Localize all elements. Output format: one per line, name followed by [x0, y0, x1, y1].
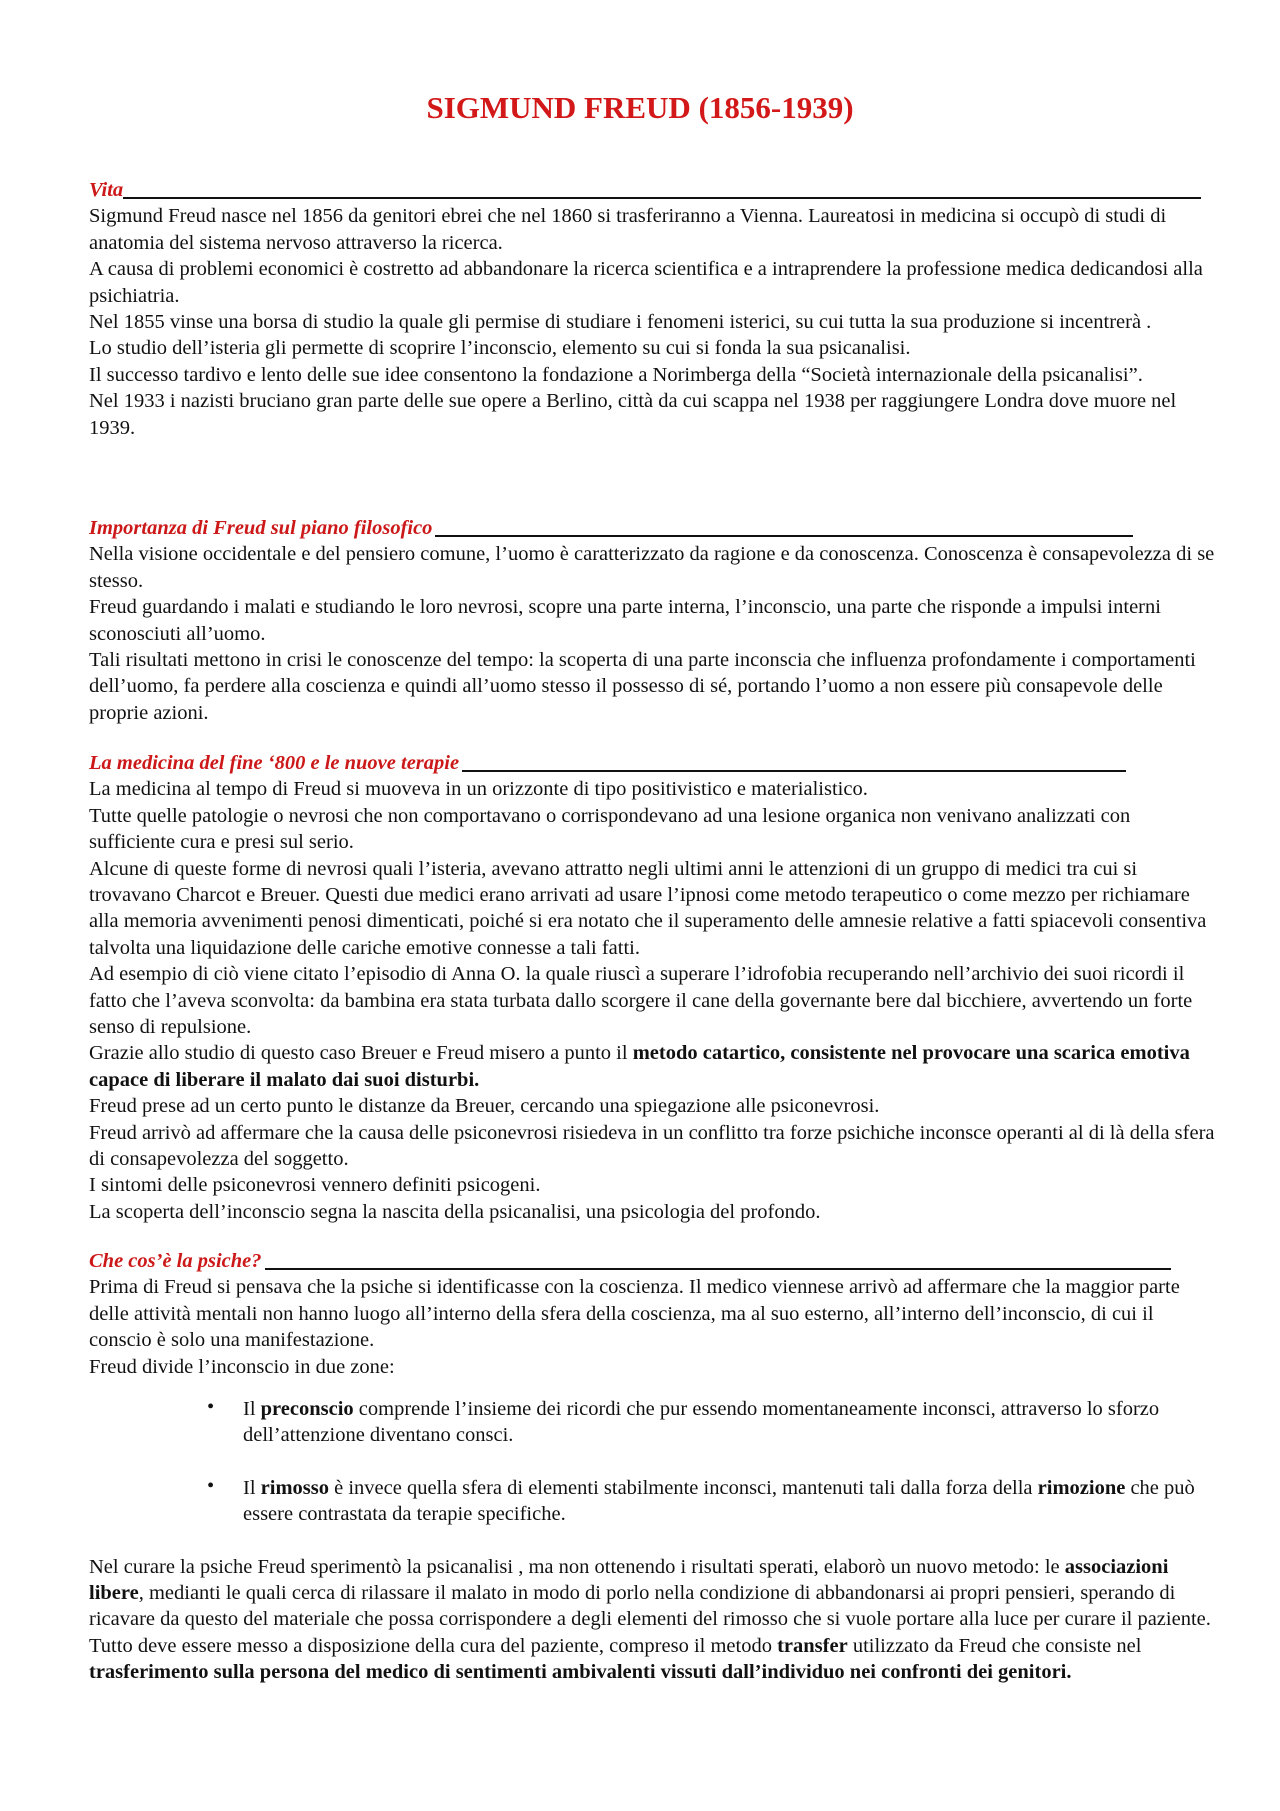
text-run: Il — [243, 1476, 261, 1499]
heading-text: Importanza di Freud sul piano filosofico — [89, 517, 433, 539]
paragraph: Tali risultati mettono in crisi le conoscenze del tempo: la scoperta di una parte inconscia che influenza profondamente i comportamenti dell’uomo, fa perdere alla coscienza e quindi all’uomo stesso il possesso di sé, portando l’uomo a non essere più consapevole delle proprie azioni. — [89, 649, 1196, 724]
heading-text: Vita — [89, 179, 124, 201]
heading-text: Che cos’è la psiche? — [89, 1250, 262, 1272]
heading-rule — [435, 535, 1133, 537]
paragraph: Freud arrivò ad affermare che la causa delle psiconevrosi risiedeva in un conflitto tra forze psichiche inconsce operanti al di là della sfera di consapevolezza del soggetto. — [89, 1121, 1215, 1171]
section-heading — [89, 1248, 1219, 1274]
section-heading — [89, 515, 1219, 541]
paragraph: Il successo tardivo e lento delle sue idee consentono la fondazione a Norimberga della “Società internazionale della psicanalisi”. — [89, 363, 1143, 386]
paragraph: I sintomi delle psiconevrosi vennero definiti psicogeni. — [89, 1174, 541, 1197]
text-run: è invece quella sfera di elementi stabilmente inconsci, mantenuti tali dalla forza della — [328, 1476, 1038, 1499]
bold-text: preconscio — [260, 1398, 354, 1421]
text-run: , medianti le quali cerca di rilassare il malato in modo di porlo nella condizione di abbandonarsi ai propri pensieri, sperando di ricavare da questo del materiale che possa corrispondere a degli elementi del rimosso che si vuole portare alla luce per curare il paziente. — [89, 1582, 1211, 1631]
paragraph-catartico — [89, 1040, 1219, 1093]
bold-text: associazioni libere — [89, 1555, 1169, 1605]
paragraph: Prima di Freud si pensava che la psiche si identificasse con la coscienza. Il medico viennese arrivò ad affermare che la maggior parte delle attività mentali non hanno luogo all’interno della sfera della coscienza, ma al suo esterno, all’interno dell’inconscio, di cui il conscio è solo una manifestazione. — [89, 1276, 1180, 1352]
paragraph: Sigmund Freud nasce nel 1856 da genitori ebrei che nel 1860 si trasferiranno a Vienna. Laureatosi in medicina si occupò di studi di anatomia del sistema nervoso attraverso la ricerca. — [89, 205, 1167, 254]
paragraph: La medicina al tempo di Freud si muoveva in un orizzonte di tipo positivistico e materialistico. — [89, 778, 868, 801]
text-run: Grazie allo studio di questo caso Breuer e Freud misero a punto il — [89, 1042, 633, 1065]
heading-rule — [462, 770, 1126, 772]
paragraph: Freud prese ad un certo punto le distanze da Breuer, cercando una spiegazione alle psiconevrosi. — [89, 1095, 880, 1118]
text-run: comprende l’insieme dei ricordi che pur essendo momentaneamente inconsci, attraverso lo sforzo dell’attenzione diventano consci. — [243, 1398, 1160, 1447]
paragraph: Nel 1855 vinse una borsa di studio la quale gli permise di studiare i fenomeni isterici, su cui tutta la sua produzione si incentrerà . — [89, 311, 1152, 334]
paragraph: Freud divide l’inconscio in due zone: — [89, 1355, 395, 1378]
text-run: Nel curare la psiche Freud sperimentò la psicanalisi , ma non ottenendo i risultati sperati, elaborò un nuovo metodo: le — [89, 1555, 1065, 1578]
bold-text: metodo catartico, consistente nel provocare una scarica emotiva capace di liberare il malato dai suoi disturbi. — [89, 1042, 1190, 1091]
list-item — [89, 1475, 1219, 1528]
bold-text: rimozione — [1037, 1476, 1126, 1499]
bold-text: rimosso — [260, 1476, 329, 1499]
section-vita — [89, 177, 1219, 441]
bullet-list — [89, 1396, 1219, 1528]
paragraph: La scoperta dell’inconscio segna la nascita della psicanalisi, una psicologia del profondo. — [89, 1200, 821, 1223]
heading-text: La medicina del fine ‘800 e le nuove terapie — [89, 752, 460, 774]
section-medicina — [89, 750, 1219, 1225]
section-heading — [89, 750, 1219, 776]
paragraph: Tutte quelle patologie o nevrosi che non comportavano o corrispondevano ad una lesione organica non venivano analizzati con sufficiente cura e presi sul serio. — [89, 804, 1131, 854]
paragraph-transfer — [89, 1633, 1219, 1686]
text-run: che può essere contrastata da terapie specifiche. — [243, 1476, 1195, 1526]
list-item — [89, 1396, 1219, 1449]
paragraph-associazioni — [89, 1554, 1219, 1633]
bullet-icon: • — [207, 1474, 215, 1497]
heading-rule — [265, 1268, 1171, 1270]
page-title: SIGMUND FREUD (1856-1939) — [426, 90, 854, 125]
heading-rule — [123, 197, 1201, 199]
paragraph: Lo studio dell’isteria gli permette di scoprire l’inconscio, elemento su cui si fonda la sua psicanalisi. — [89, 337, 911, 360]
paragraph: Freud guardando i malati e studiando le loro nevrosi, scopre una parte interna, l’inconscio, una parte che risponde a impulsi interni sconosciuti all’uomo. — [89, 596, 1161, 645]
paragraph: Nella visione occidentale e del pensiero comune, l’uomo è caratterizzato da ragione e da conoscenza. Conoscenza è consapevolezza di se stesso. — [89, 543, 1215, 592]
section-heading — [89, 177, 1219, 203]
paragraph: A causa di problemi economici è costretto ad abbandonare la ricerca scientifica e a intraprendere la professione medica dedicandosi alla psichiatria. — [89, 258, 1203, 307]
bold-text: transfer — [777, 1634, 848, 1657]
paragraph: Alcune di queste forme di nevrosi quali l’isteria, avevano attratto negli ultimi anni le attenzioni di un gruppo di medici tra cui si trovavano Charcot e Breuer. Questi due medici erano arrivati ad usare l’ipnosi come metodo terapeutico o come mezzo per richiamare alla memoria avvenimenti penosi dimenticati, poiché si era notato che il superamento delle amnesie relative a fatti spiacevoli consentiva talvolta una liquidazione delle cariche emotive connesse a tali fatti. — [89, 857, 1207, 959]
text-run: Il — [243, 1398, 261, 1421]
bold-text: trasferimento sulla persona del medico di sentimenti ambivalenti vissuti dall’individuo nei confronti dei genitori. — [89, 1661, 1072, 1684]
section-psiche — [89, 1248, 1219, 1686]
paragraph: Nel 1933 i nazisti bruciano gran parte delle sue opere a Berlino, città da cui scappa nel 1938 per raggiungere Londra dove muore nel 1939. — [89, 390, 1177, 439]
section-importanza — [89, 515, 1219, 726]
paragraph: Ad esempio di ciò viene citato l’episodio di Anna O. la quale riuscì a superare l’idrofobia recuperando nell’archivio dei suoi ricordi il fatto che l’aveva sconvolta: da bambina era stata turbata dallo scorgere il cane della governante bere dal bicchiere, avvertendo un forte senso di repulsione. — [89, 963, 1193, 1039]
bullet-icon: • — [207, 1396, 215, 1419]
text-run: utilizzato da Freud che consiste nel — [847, 1634, 1142, 1657]
text-run: Tutto deve essere messo a disposizione della cura del paziente, compreso il metodo — [89, 1634, 778, 1657]
